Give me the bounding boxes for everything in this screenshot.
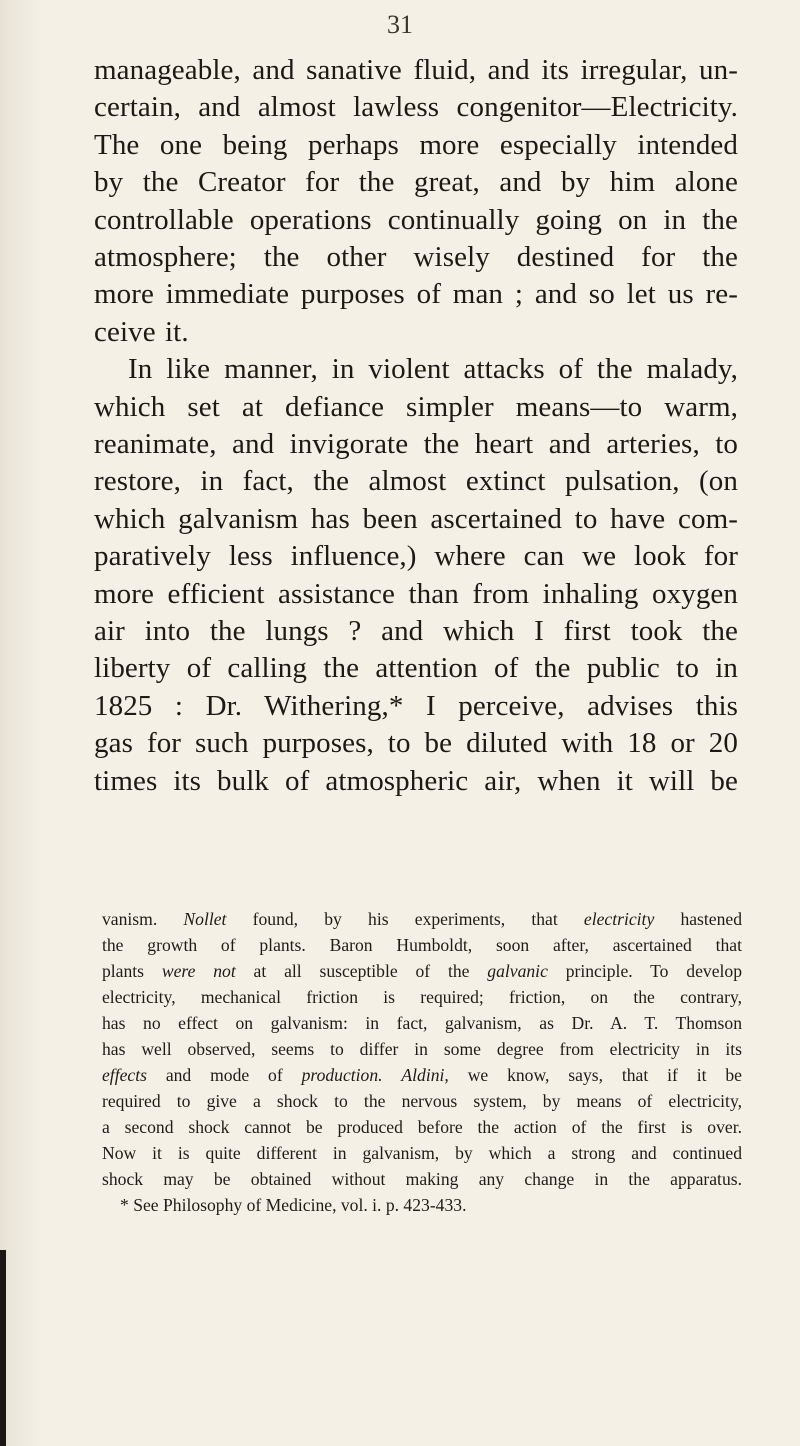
text-line: reanimate, and invigorate the heart and arteries, to: [94, 428, 738, 460]
footnote-text: at all susceptible of the: [235, 961, 488, 981]
footnote-line: [102, 958, 742, 984]
text-line: liberty of calling the attention of the public to in: [94, 652, 738, 685]
footnote-italic: galvanic: [487, 961, 548, 981]
text-line: atmosphere; the other wisely destined for the: [94, 241, 738, 273]
footnote-line: shock may be obtained without making any change in the apparatus.: [102, 1169, 742, 1189]
footnote-line: required to give a shock to the nervous system, by means of electricity,: [102, 1091, 742, 1111]
text-line: gas for such purposes, to be diluted with 18 or 20: [94, 727, 738, 760]
text-line: times its bulk of atmospheric air, when it will be: [94, 764, 738, 797]
footnote-text: hastened: [654, 909, 743, 929]
footnote-italic: were not: [161, 961, 236, 981]
footnote-italic: Nollet: [183, 909, 227, 929]
footnote-line: a second shock cannot be produced before the action of the first is over.: [102, 1117, 742, 1137]
text-line: restore, in fact, the almost extinct pulsation, (on: [94, 465, 738, 498]
text-line: which galvanism has been ascertained to have com-: [94, 502, 738, 535]
text-line: 1825 : Dr. Withering,* I perceive, advises this: [94, 689, 738, 722]
footnote-italic: effects: [102, 1065, 147, 1085]
footnote-text: principle. To develop: [547, 961, 742, 981]
text-line: The one being perhaps more especially intended: [94, 128, 738, 161]
text-line: air into the lungs ? and which I first took the: [94, 615, 738, 647]
footnote-text: found, by his experiments, that: [226, 909, 584, 929]
page-number: 31: [387, 10, 413, 39]
footnote-line: [102, 906, 742, 932]
text-line: manageable, and sanative fluid, and its irregular, un-: [94, 54, 738, 86]
footnote-italic: production.: [301, 1065, 383, 1085]
text-line: more immediate purposes of man ; and so let us re-: [94, 278, 738, 311]
footnote-italic: electricity: [583, 909, 655, 929]
footnote-line: has well observed, seems to differ in some degree from electricity in its: [102, 1039, 742, 1059]
text-line: which set at defiance simpler means—to warm,: [94, 390, 738, 423]
footnote-line: Now it is quite different in galvanism, by which a strong and continued: [102, 1143, 742, 1163]
footnote-line: has no effect on galvanism: in fact, galvanism, as Dr. A. T. Thomson: [102, 1013, 742, 1033]
footnote-line: electricity, mechanical friction is required; friction, on the contrary,: [102, 987, 742, 1007]
text-line: by the Creator for the great, and by him alone: [94, 166, 738, 199]
text-line: ceive it.: [94, 315, 189, 348]
footnote-text: and mode of: [146, 1065, 302, 1085]
footnote-text: [383, 1065, 402, 1085]
footnote-text: we know, says, that if it be: [448, 1065, 742, 1085]
text-line: In like manner, in violent attacks of the malady,: [128, 353, 738, 386]
footnote-reference: * See Philosophy of Medicine, vol. i. p. 423-433.: [120, 1195, 467, 1215]
text-line: controllable operations continually going on in the: [94, 203, 738, 236]
text-line: certain, and almost lawless congenitor—Electricity.: [94, 91, 738, 124]
text-line: more efficient assistance than from inhaling oxygen: [94, 577, 738, 610]
page-binding-edge: [0, 1250, 6, 1446]
footnote-line: the growth of plants. Baron Humboldt, soon after, ascertained that: [102, 935, 742, 955]
footnote-italic: Aldini,: [401, 1065, 449, 1085]
footnote-text: vanism.: [102, 909, 184, 929]
footnote-line: [102, 1062, 742, 1088]
text-line: paratively less influence,) where can we look for: [94, 540, 738, 573]
footnote-text: plants: [102, 961, 162, 981]
